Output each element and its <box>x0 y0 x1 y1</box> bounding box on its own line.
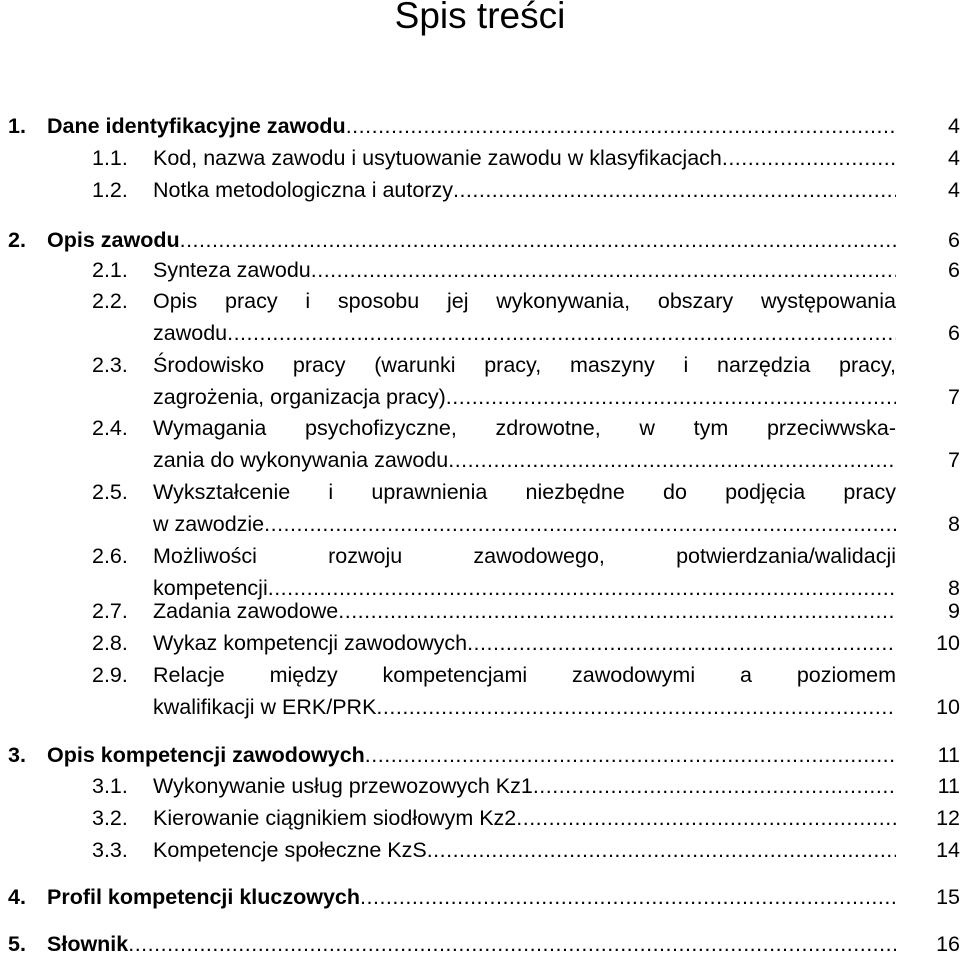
toc-entry-number: 2.3. <box>92 353 128 377</box>
toc-page-number: 12 <box>936 806 960 830</box>
toc-entry-label-line-2: zawodu <box>153 321 228 345</box>
toc-page-number: 10 <box>936 631 960 655</box>
toc-page-number: 4 <box>948 178 960 202</box>
toc-entry-number: 2.5. <box>92 480 128 504</box>
toc-page-number: 6 <box>948 321 960 345</box>
dot-leader <box>516 804 896 833</box>
toc-entry-label-line-2: w zawodzie <box>153 512 265 536</box>
toc-entry-number: 2.6. <box>92 544 128 568</box>
dot-leader <box>722 144 896 173</box>
toc-entry-number: 2.8. <box>92 631 128 655</box>
toc-entry-number: 4. <box>8 885 26 909</box>
toc-entry-label: Dane identyfikacyjne zawodu <box>47 114 346 138</box>
toc-entry-label: Notka metodologiczna i autorzy <box>153 178 453 202</box>
toc-page-number: 6 <box>948 228 960 252</box>
toc-entry-label: Opis zawodu <box>47 228 180 252</box>
toc-entry-number: 3.2. <box>92 806 128 830</box>
toc-page-number: 11 <box>937 774 960 798</box>
toc-entry-label-line-1: Opis pracy i sposobu jej wykonywania, obszary występowania <box>153 289 896 313</box>
toc-page-number: 15 <box>936 885 960 909</box>
dot-leader <box>338 597 896 626</box>
toc-entry-label: Profil kompetencji kluczowych <box>47 885 361 909</box>
toc-entry-number: 2.2. <box>92 289 128 313</box>
toc-page-number: 7 <box>948 385 960 409</box>
toc-page-number: 7 <box>948 448 960 472</box>
dot-leader <box>311 256 896 285</box>
toc-entry-number: 5. <box>8 932 26 956</box>
toc-page-number: 8 <box>948 512 960 536</box>
toc-entry-number: 1. <box>8 114 26 138</box>
toc-page-number: 11 <box>937 743 960 767</box>
dot-leader <box>427 836 896 865</box>
dot-leader <box>360 883 896 912</box>
toc-entry-label-line-2: zania do wykonywania zawodu <box>153 448 449 472</box>
toc-entry-label-line-2: kompetencji <box>153 576 268 600</box>
toc-entry-label-line-1: Wykształcenie i uprawnienia niezbędne do podjęcia pracy <box>153 480 896 504</box>
toc-entry-label-line-2: zagrożenia, organizacja pracy) <box>153 385 446 409</box>
dot-leader <box>346 112 896 141</box>
toc-entry-number: 1.1. <box>92 146 128 170</box>
toc-entry-number: 3.3. <box>92 838 128 862</box>
dot-leader <box>453 176 896 205</box>
toc-entry-number: 2.7. <box>92 599 128 623</box>
toc-entry-number: 2.4. <box>92 416 128 440</box>
toc-entry-label: Wykaz kompetencji zawodowych <box>153 631 468 655</box>
toc-entry-number: 2.9. <box>92 663 128 687</box>
toc-entry-label-line-2: kwalifikacji w ERK/PRK <box>153 695 377 719</box>
toc-page-number: 10 <box>936 695 960 719</box>
toc-entry-number: 2. <box>8 228 26 252</box>
toc-entry-label: Opis kompetencji zawodowych <box>47 743 365 767</box>
toc-entry-label: Wykonywanie usług przewozowych Kz1 <box>153 774 533 798</box>
toc-entry-label: Kod, nazwa zawodu i usytuowanie zawodu w klasyfikacjach <box>153 146 722 170</box>
toc-page-number: 6 <box>948 258 960 282</box>
dot-leader <box>180 226 896 255</box>
toc-entry-label: Synteza zawodu <box>153 258 311 282</box>
dot-leader <box>365 741 896 770</box>
dot-leader <box>467 629 896 658</box>
toc-entry-number: 2.1. <box>92 258 128 282</box>
dot-leader <box>446 383 896 412</box>
toc-entry-number: 3.1. <box>92 774 128 798</box>
dot-leader <box>533 772 896 801</box>
toc-entry-number: 3. <box>8 743 26 767</box>
toc-entry-label-line-1: Wymagania psychofizyczne, zdrowotne, w tym przeciwwska- <box>153 416 896 440</box>
dot-leader <box>376 693 896 722</box>
toc-page-number: 9 <box>948 599 960 623</box>
toc-entry-label-line-1: Relacje między kompetencjami zawodowymi a poziomem <box>153 663 896 687</box>
dot-leader <box>448 446 896 475</box>
toc-page-number: 14 <box>936 838 960 862</box>
toc-entry-label: Zadania zawodowe <box>153 599 339 623</box>
dot-leader <box>227 319 896 348</box>
toc-entry-label-line-1: Możliwości rozwoju zawodowego, potwierdzania/walidacji <box>153 544 896 568</box>
toc-entry-label-line-1: Środowisko pracy (warunki pracy, maszyny i narzędzia pracy, <box>153 353 896 377</box>
toc-entry-label: Kompetencje społeczne KzS <box>153 838 427 862</box>
toc-entry-label: Kierowanie ciągnikiem siodłowym Kz2 <box>153 806 517 830</box>
dot-leader <box>128 930 896 959</box>
toc-page-number: 16 <box>936 932 960 956</box>
toc-page-number: 4 <box>948 146 960 170</box>
dot-leader <box>264 510 896 539</box>
toc-entry-label: Słownik <box>47 932 129 956</box>
toc-entry-number: 1.2. <box>92 178 128 202</box>
toc-page-number: 8 <box>948 576 960 600</box>
toc-page-number: 4 <box>948 114 960 138</box>
page-title: Spis treści <box>394 0 566 36</box>
